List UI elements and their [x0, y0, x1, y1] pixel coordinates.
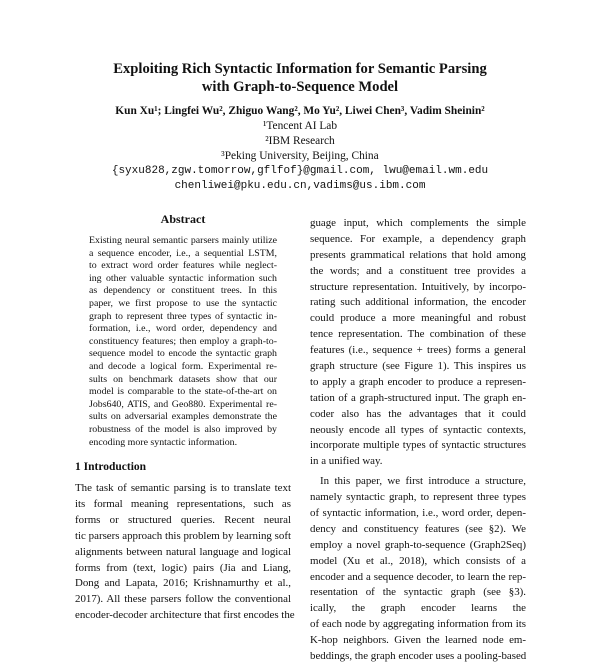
text-line: to apply a graph encoder to produce a represen- [310, 375, 526, 388]
text-line: to extract word order features while neglect- [89, 260, 277, 272]
text-line: graph structure (see Figure 1). This inspires us [310, 360, 526, 373]
text-line: of syntactic information, i.e., word order, depen- [310, 507, 526, 520]
abstract-heading: Abstract [160, 212, 206, 226]
text-line: could produce a more meaningful and robust [310, 312, 526, 325]
title-line-1: Exploiting Rich Syntactic Information for Semantic Parsing [113, 61, 487, 77]
text-line: encoder-decoder architecture that first encodes the [75, 609, 295, 622]
text-line: sequence. For example, a dependency graph [310, 232, 526, 245]
affiliation-1: ¹Tencent AI Lab [262, 120, 338, 132]
text-line: features (i.e., sequence + trees) forms a general [310, 344, 526, 357]
text-line: employ a novel graph-to-sequence (Graph2Seq) [310, 538, 526, 551]
text-line: Existing neural semantic parsers mainly utilize [89, 235, 277, 246]
introduction-heading: 1 Introduction [75, 461, 147, 474]
text-line: a sequence encoder, i.e., a sequential LSTM, [89, 247, 277, 259]
text-line: sequence model to encode the syntactic graph [89, 348, 277, 360]
affiliation-3: ³Peking University, Beijing, China [221, 150, 379, 162]
text-line: rating such additional information, the encoder [310, 296, 526, 309]
right-column [310, 216, 526, 665]
text-line: sults on benchmark datasets show that our [89, 373, 277, 385]
text-line: forms or structured queries. Recent neural [75, 513, 291, 526]
right-paragraph-2 [310, 474, 526, 665]
text-line: Dong and Lapata, 2016; Krishnamurthy et al., [75, 577, 291, 590]
text-line: tence representation. The combination of these [310, 328, 526, 341]
right-paragraph-1 [310, 216, 526, 470]
left-column [75, 212, 295, 624]
text-line: presents grammatical relations that hold among [310, 248, 526, 261]
text-line: formation, i.e., word order, dependency and [89, 323, 277, 335]
text-line: of each node by aggregating information from its [310, 618, 526, 631]
author-names: Kun Xu¹; Lingfei Wu², Zhiguo Wang², Mo Yu², Liwei Chen³, Vadim Sheinin² [115, 105, 485, 117]
text-line: resentation of the syntactic graph (see §3). [310, 586, 526, 599]
text-line: The task of semantic parsing is to translate text [75, 482, 291, 495]
text-line: 2017). All these parsers follow the conventional [75, 593, 291, 606]
text-line: as dependency or constituent trees. In this [89, 285, 277, 297]
text-line: constituency features; then employ a graph-to- [89, 335, 277, 347]
text-line: neously encode all types of syntactic contexts, [310, 423, 526, 436]
email-line-1: {syxu828,zgw.tomorrow,gflfof}@gmail.com, lwu@email.wm.edu [111, 165, 489, 177]
text-line: sults on adversarial examples demonstrate the [89, 411, 277, 423]
text-line: guage input, which complements the simple [310, 217, 526, 229]
introduction-body [75, 481, 295, 624]
text-line: its formal meaning representations, such as [75, 497, 291, 510]
text-line: the words; and a constituent tree provides a [310, 264, 526, 277]
text-line: dency and constituency features (see §2). We [310, 522, 526, 535]
text-line: ically, the graph encoder learns the [310, 602, 526, 615]
text-line: encoder and a sequence decoder, to learn the rep- [310, 570, 526, 583]
author-block [40, 104, 560, 194]
text-line: beddings, the graph encoder uses a pooling-based [310, 650, 527, 663]
text-line: namely syntactic graph, to represent three types [310, 491, 526, 504]
text-line: alignments between natural language and logical [75, 545, 291, 558]
paper-title [60, 60, 540, 96]
text-line: coder also has the advantages that it could [310, 407, 526, 420]
text-line: In this paper, we first introduce a structure, [320, 475, 526, 488]
text-line: and decode a logical form. Experimental re- [89, 360, 277, 372]
title-line-2: with Graph-to-Sequence Model [201, 79, 399, 95]
text-line: Jobs640, ATIS, and Geo880. Experimental re- [89, 398, 277, 410]
abstract-body [75, 235, 291, 449]
text-line: encoding more syntactic information. [89, 436, 238, 448]
text-line: model is comparable to the state-of-the-art on [89, 386, 277, 398]
text-line: graph to represent three types of syntactic in- [89, 310, 277, 322]
email-line-2: chenliwei@pku.edu.cn,vadims@us.ibm.com [174, 180, 426, 192]
text-line: tation of a graph-structured input. The graph en- [310, 391, 526, 404]
text-line: ing other valuable syntactic information such [89, 272, 277, 284]
text-line: K-hop neighbors. Given the learned node em- [310, 634, 526, 647]
text-line: paper, we first propose to use the syntactic [89, 297, 277, 309]
text-line: tic parsers approach this problem by learning soft [75, 529, 291, 542]
text-line: model (Xu et al., 2018), which consists of a [310, 554, 526, 567]
text-line: robustness of the model is also improved by [89, 423, 277, 435]
text-line: structure representation. Intuitively, by incorpo- [310, 280, 526, 293]
text-line: in a unified way. [310, 455, 383, 468]
text-line: forms from (text, logic) pairs (Jia and Liang, [75, 561, 291, 574]
text-line: incorporate multiple types of syntactic structures [310, 439, 526, 452]
affiliation-2: ²IBM Research [265, 135, 335, 147]
